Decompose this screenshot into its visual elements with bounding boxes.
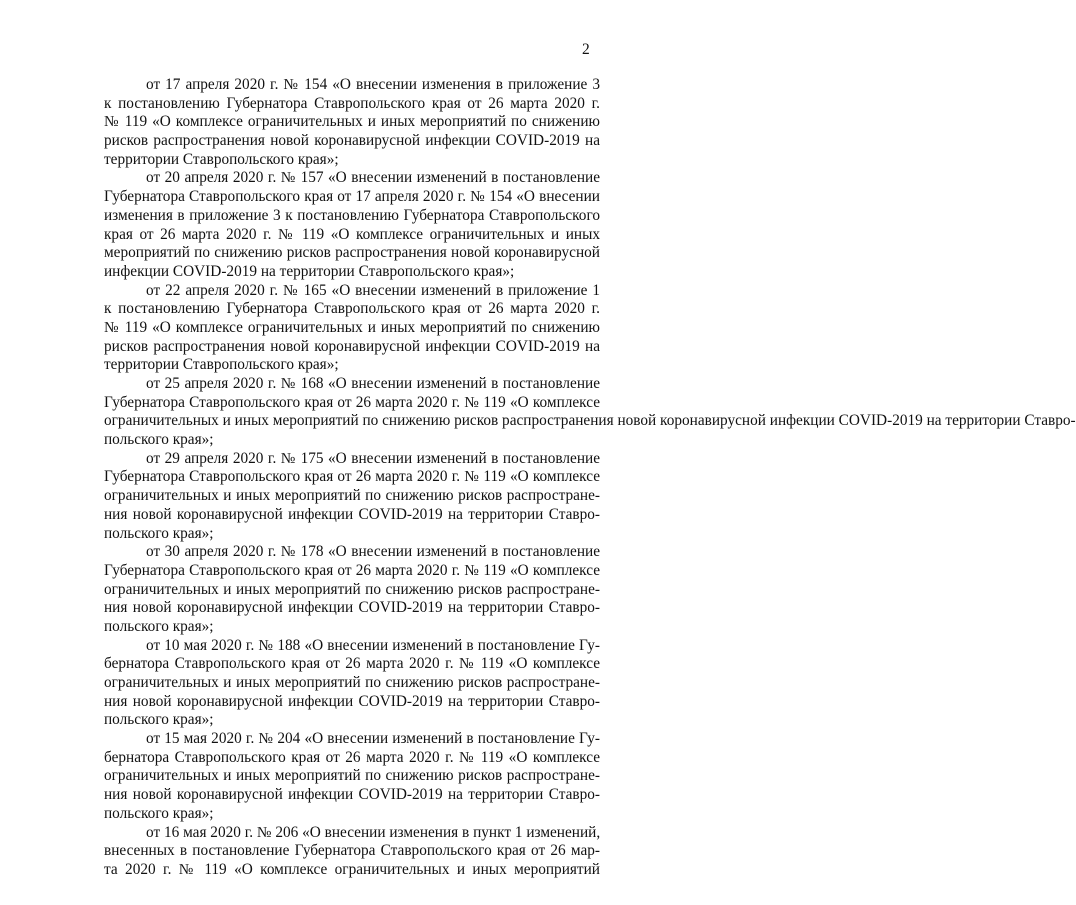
- document-body: [104, 76, 1076, 880]
- document-paragraph: [104, 637, 600, 730]
- paragraph-line: № 119 «О комплексе ограничительных и иных мероприятий по снижению: [104, 318, 600, 336]
- paragraph-line: польского края»;: [104, 711, 214, 729]
- document-paragraph: [104, 76, 600, 169]
- paragraph-line: рисков распространения новой коронавирусной инфекции COVID-2019 на: [104, 337, 600, 355]
- paragraph-line: ограничительных и иных мероприятий по снижению рисков распростране-: [104, 767, 600, 785]
- paragraph-line: Губернатора Ставропольского края от 26 марта 2020 г. № 119 «О комплексе: [104, 561, 600, 579]
- paragraph-line: та 2020 г. № 119 «О комплексе ограничительных и иных мероприятий: [104, 860, 600, 878]
- paragraph-line: № 119 «О комплексе ограничительных и иных мероприятий по снижению: [104, 113, 600, 131]
- paragraph-line: от 22 апреля 2020 г. № 165 «О внесении изменений в приложение 1: [146, 281, 600, 299]
- document-paragraph: [104, 543, 600, 636]
- paragraph-line: польского края»;: [104, 617, 214, 635]
- document-paragraph: [104, 730, 600, 823]
- document-paragraph: [104, 450, 600, 543]
- paragraph-line: от 25 апреля 2020 г. № 168 «О внесении изменений в постановление: [146, 375, 600, 392]
- paragraph-line: от 10 мая 2020 г. № 188 «О внесении изменений в постановление Гу-: [146, 636, 600, 654]
- paragraph-line: ния новой коронавирусной инфекции COVID-2019 на территории Ставро-: [104, 599, 600, 617]
- paragraph-line: от 29 апреля 2020 г. № 175 «О внесении изменений в постановление: [146, 449, 600, 467]
- paragraph-line: бернатора Ставропольского края от 26 марта 2020 г. № 119 «О комплексе: [104, 655, 600, 673]
- document-paragraph: [104, 282, 600, 375]
- paragraph-line: ограничительных и иных мероприятий по снижению рисков распростране-: [104, 487, 600, 505]
- paragraph-line: польского края»;: [104, 431, 214, 449]
- paragraph-line: мероприятий по снижению рисков распространения новой коронавирусной: [104, 244, 600, 262]
- paragraph-line: территории Ставропольского края»;: [104, 150, 339, 168]
- paragraph-line: края от 26 марта 2020 г. № 119 «О комплексе ограничительных и иных: [104, 225, 600, 243]
- paragraph-line: от 17 апреля 2020 г. № 154 «О внесении изменения в приложение 3: [146, 76, 600, 93]
- paragraph-line: польского края»;: [104, 524, 214, 542]
- paragraph-line: от 16 мая 2020 г. № 206 «О внесении изменения в пункт 1 изменений,: [146, 823, 601, 841]
- paragraph-line: рисков распространения новой коронавирусной инфекции COVID-2019 на: [104, 132, 600, 150]
- paragraph-line: от 20 апреля 2020 г. № 157 «О внесении изменений в постановление: [146, 169, 600, 187]
- paragraph-line: бернатора Ставропольского края от 26 марта 2020 г. № 119 «О комплексе: [104, 748, 600, 766]
- paragraph-line: изменения в приложение 3 к постановлению Губернатора Ставропольского: [104, 206, 600, 224]
- paragraph-line: Губернатора Ставропольского края от 26 марта 2020 г. № 119 «О комплексе: [104, 393, 600, 411]
- paragraph-line: внесенных в постановление Губернатора Ставропольского края от 26 мар-: [104, 842, 600, 860]
- document-paragraph: [104, 824, 600, 880]
- paragraph-line: инфекции COVID-2019 на территории Ставропольского края»;: [104, 262, 515, 280]
- paragraph-line: от 15 мая 2020 г. № 204 «О внесении изменений в постановление Гу-: [146, 730, 600, 748]
- paragraph-line: ограничительных и иных мероприятий по снижению рисков распространения новой коронавирусной инфекции COVID-2019 на территории Ставро-: [104, 412, 1076, 430]
- paragraph-line: ния новой коронавирусной инфекции COVID-2019 на территории Ставро-: [104, 786, 600, 804]
- page-number: 2: [582, 41, 590, 58]
- paragraph-line: от 30 апреля 2020 г. № 178 «О внесении изменений в постановление: [146, 543, 600, 561]
- document-paragraph: [104, 169, 600, 281]
- paragraph-line: ограничительных и иных мероприятий по снижению рисков распростране-: [104, 580, 600, 598]
- paragraph-line: ограничительных и иных мероприятий по снижению рисков распростране-: [104, 674, 600, 691]
- paragraph-line: территории Ставропольского края»;: [104, 356, 339, 374]
- paragraph-line: к постановлению Губернатора Ставропольского края от 26 марта 2020 г.: [104, 300, 600, 318]
- paragraph-line: Губернатора Ставропольского края от 17 апреля 2020 г. № 154 «О внесении: [104, 188, 600, 206]
- paragraph-line: ния новой коронавирусной инфекции COVID-2019 на территории Ставро-: [104, 505, 600, 523]
- document-paragraph: [104, 375, 1076, 450]
- paragraph-line: к постановлению Губернатора Ставропольского края от 26 марта 2020 г.: [104, 94, 600, 112]
- paragraph-line: Губернатора Ставропольского края от 26 марта 2020 г. № 119 «О комплексе: [104, 468, 600, 486]
- paragraph-line: ния новой коронавирусной инфекции COVID-2019 на территории Ставро-: [104, 692, 600, 710]
- paragraph-line: польского края»;: [104, 804, 214, 822]
